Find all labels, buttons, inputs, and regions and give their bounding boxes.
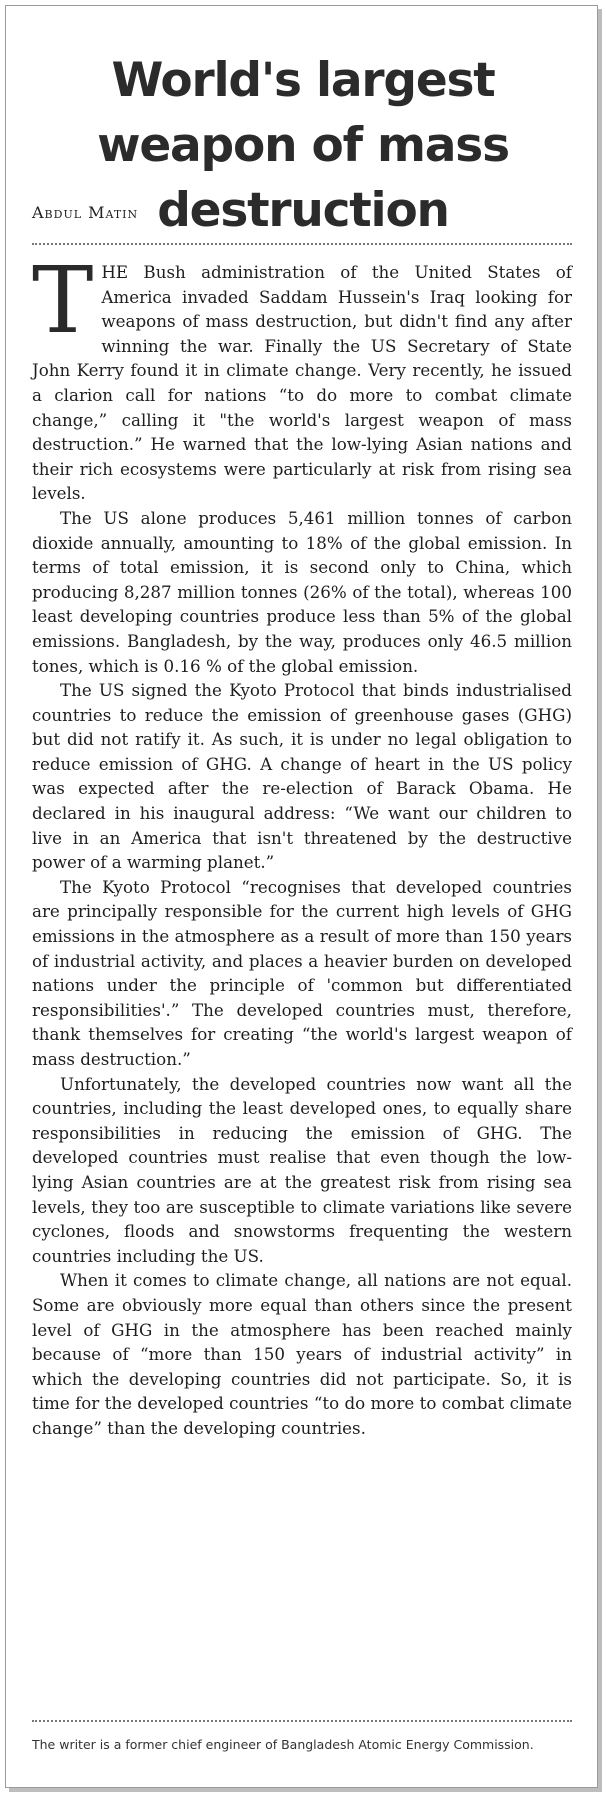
divider-bottom	[32, 1720, 572, 1722]
paragraph	[32, 247, 572, 506]
divider-top	[32, 243, 572, 245]
headline: World's largest weapon of mass destruction	[97, 53, 509, 238]
author-note: The writer is a former chief engineer of Bangladesh Atomic Energy Commission.	[32, 1737, 534, 1752]
paragraph-text: HE Bush administration of the United States of America invaded Saddam Hussein's Iraq looking for weapons of mass destruction, but didn't find any after winning the war. Finally the US Secretary of State John Kerry found it in climate change. Very recently, he issued a clarion call for nations “to do more to combat climate change,” calling it "the world's largest weapon of mass destruction.” He warned that the low-lying Asian nations and their rich ecosystems were particularly at risk from rising sea levels.	[32, 262, 572, 504]
paragraph: Unfortunately, the developed countries now want all the countries, including the least developed ones, to equally share responsibilities in reducing the emission of GHG. The developed countries must realise that even though the low-lying Asian countries are at the greatest risk from rising sea levels, they too are susceptible to climate variations like severe cyclones, floods and snowstorms frequenting the western countries including the US.	[32, 1073, 572, 1266]
paragraph: The US signed the Kyoto Protocol that binds industrialised countries to reduce the emission of greenhouse gases (GHG) but did not ratify it. As such, it is under no legal obligation to reduce emission of GHG. A change of heart in the US policy was expected after the re-election of Barack Obama. He declared in his inaugural address: “We want our children to live in an America that isn't threatened by the destructive power of a warming planet.”	[32, 680, 572, 873]
paragraph: The US alone produces 5,461 million tonnes of carbon dioxide annually, amounting to 18% of the global emission. In terms of total emission, it is second only to China, which producing 8,287 million tonnes (26% of the total), whereas 100 least developing countries produce less than 5% of the global emissions. Bangladesh, by the way, produces only 46.5 million tones, which is 0.16 % of the global emission.	[32, 507, 572, 676]
dropcap: T	[32, 247, 94, 354]
byline: Abdul Matin	[32, 203, 139, 222]
paragraph: The Kyoto Protocol “recognises that developed countries are principally responsible for the current high levels of GHG emissions in the atmosphere as a result of more than 150 years of industrial activity, and places a heavier burden on developed nations under the principle of 'common but differentiated responsibilities'.” The developed countries must, therefore, thank themselves for creating “the world's largest weapon of mass destruction.”	[32, 876, 572, 1069]
article-body	[32, 247, 572, 1441]
paragraph: When it comes to climate change, all nations are not equal. Some are obviously more equal than others since the present level of GHG in the atmosphere has been reached mainly because of “more than 150 years of industrial activity” in which the developing countries did not participate. So, it is time for the developed countries “to do more to combat climate change” than the developing countries.	[32, 1270, 572, 1438]
